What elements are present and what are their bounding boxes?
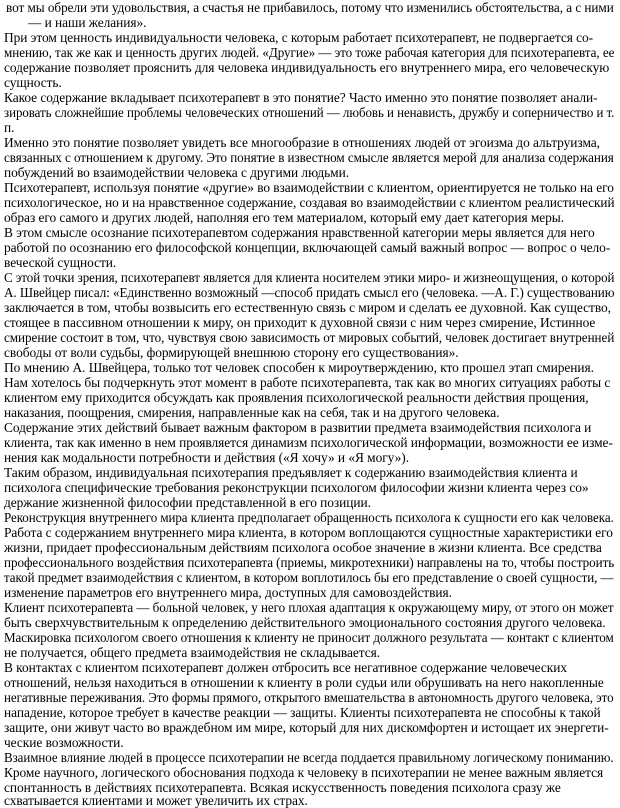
text-line: Именно это понятие позволяет увидеть все многообразие в отношениях людей от эгоизма до альтруизма,	[4, 135, 600, 150]
text-line: Какое содержание вкладывает психотерапевт в это понятие? Часто именно это понятие позволяет анали-	[4, 90, 598, 105]
text-line: Содержание этих действий бывает важным фактором в развитии предмета взаимодействия психолога и	[4, 420, 592, 435]
text-line: Работа с содержанием внутреннего мира клиента, в котором воплощаются сущностные характеристики его	[4, 525, 613, 540]
text-line: негативные переживания. Это формы прямого, открытого вмешательства в автономность другого человека, это	[4, 690, 614, 705]
text-line: Реконструкция внутреннего мира клиента предполагает обращенность психолога к сущности его как человека.	[4, 510, 614, 525]
text-line: В контактах с клиентом психотерапевт должен отбросить все негативное содержание человеческих	[4, 660, 568, 675]
text-line: Клиент психотерапевта — больной человек, у него плохая адаптация к окружающему миру, от этого он может	[4, 600, 614, 615]
text-line: сущность.	[4, 75, 62, 90]
text-line: свободы от воли судьбы, формирующей внешнюю сторону его существования».	[4, 345, 459, 360]
text-line: клиентом ему приходится обсуждать как проявления психологической реальности действия прощения,	[4, 390, 589, 405]
text-line: спонтанность в действиях психотерапевта. Всякая искусственность поведения психолога сразу же	[4, 780, 561, 795]
text-line: психолога специфические требования реконструкции психологом философии жизни клиента через со»	[4, 480, 589, 495]
text-line: стоящее в пассивном отношении к миру, он приходит к духовной связи с ним через смирение, Истинное	[4, 315, 596, 330]
text-line: быть сверхчувствительным к определению действительного эмоционального состояния другого человека.	[4, 615, 606, 630]
text-line: Психотерапевт, используя понятие «другие» во взаимодействии с клиентом, ориентируется не только на его	[4, 180, 614, 195]
text-line: схватывается клиентами и может увеличить их страх.	[4, 793, 308, 808]
text-line: заключается в том, чтобы возвысить его естественную связь с миром и сделать ее духовной. Как существо,	[4, 300, 611, 315]
text-line: Маскировка психологом своего отношения к клиенту не приносит должного результата — контакт с клиентом	[4, 630, 614, 645]
text-line: профессионального воздействия психотерапевта (приемы, микротехники) направлены на то, чтобы построить	[4, 555, 615, 570]
text-line: психологическое, но и на нравственное содержание, создавая во взаимодействии с клиентом реалистический	[4, 195, 615, 210]
text-line: ческие возможности.	[4, 735, 124, 750]
text-line: защите, они живут часто во враждебном им мире, который для них дискомфортен и истощает их энергети-	[4, 720, 609, 735]
text-line: клиента, так как именно в нем проявляется динамизм психологической информации, возможности ее изме-	[4, 435, 613, 450]
text-line: п.	[4, 120, 15, 135]
text-line: Нам хотелось бы подчеркнуть этот момент в работе психотерапевта, так как во многих ситуациях работы с	[4, 375, 611, 390]
text-line: работой по осознанию его философской концепции, включающей самый важный вопрос — вопрос о чело-	[4, 240, 611, 255]
text-line: Кроме научного, логического обоснования подхода к человеку в психотерапии не менее важным является	[4, 765, 604, 780]
text-line: содержание позволяет прояснить для человека индивидуальность его внутреннего мира, его человеческую	[4, 60, 610, 75]
text-line: Взаимное влияние людей в процессе психотерапии не всегда поддается правильному логическому пониманию.	[4, 750, 614, 765]
text-line: изменение параметров его внутреннего мира, доступных для самовоздействия.	[4, 585, 452, 600]
text-line: веческой сущности.	[4, 255, 117, 270]
text-line: мнению, так же как и ценность других людей. «Другие» — это тоже рабочая категория для психотерапевта, ее	[4, 45, 615, 60]
text-line: В этом смысле осознание психотерапевтом содержания нравственной категории меры является для него	[4, 225, 595, 240]
text-line: такой предмет взаимодействия с клиентом, в котором воплотилось бы его представление о своей сущности, —	[4, 570, 614, 585]
text-line: — и наши желания».	[28, 15, 147, 30]
text-line: образ его самого и других людей, наполняя его тем материалом, который ему дает категория меры.	[4, 210, 565, 225]
text-line: При этом ценность индивидуальности человека, с которым работает психотерапевт, не подвергается со-	[4, 30, 594, 45]
text-line: отношений, нельзя находиться в отношении к клиенту в роли судьи или обрушивать на него накопленные	[4, 675, 604, 690]
text-line: нения как модальности потребности и действия («Я хочу» и «Я могу»).	[4, 450, 409, 465]
text-line: наказания, поощрения, смирения, направленные как на себя, так и на другого человека.	[4, 405, 500, 420]
text-line: зировать сложнейшие проблемы человеческих отношений — любовь и ненависть, дружбу и соперничество и т.	[4, 105, 615, 120]
text-line: Таким образом, индивидуальная психотерапия предъявляет к содержанию взаимодействия клиента и	[4, 465, 578, 480]
text-line: связанных с отношением к другому. Это понятие в известном смысле является мерой для анализа содержания	[4, 150, 614, 165]
text-line: смирение состоит в том, что, чувствуя свою зависимость от мировых событий, человек достигает внутренней	[4, 330, 615, 345]
text-line: По мнению А. Швейцера, только тот человек способен к мироутверждению, кто прошел этап смирения.	[4, 360, 594, 375]
text-line: нападение, которое требует в качестве реакции — защиты. Клиенты психотерапевта не способны к такой	[4, 705, 601, 720]
text-line: С этой точки зрения, психотерапевт является для клиента носителем этики миро- и жизнеощущения, о которой	[4, 270, 615, 285]
text-line: держание жизненной философии представленной в его позиции.	[4, 495, 371, 510]
text-line: жизни, придает профессиональным действиям психолога особое значение в жизни клиента. Все средства	[4, 540, 602, 555]
text-line: побуждений во взаимодействии человека с другими людьми.	[4, 165, 350, 180]
text-line: не получается, общего предмета взаимодействия не складывается.	[4, 645, 381, 660]
text-line: А. Швейцер писал: «Единственно возможный —способ придать смысл его (человека. —А. Г.) существованию	[4, 285, 615, 300]
text-line: вот мы обрели эти удовольствия, а счастья не прибавилось, потому что изменились обстоятельства, а с ними	[6, 0, 614, 15]
